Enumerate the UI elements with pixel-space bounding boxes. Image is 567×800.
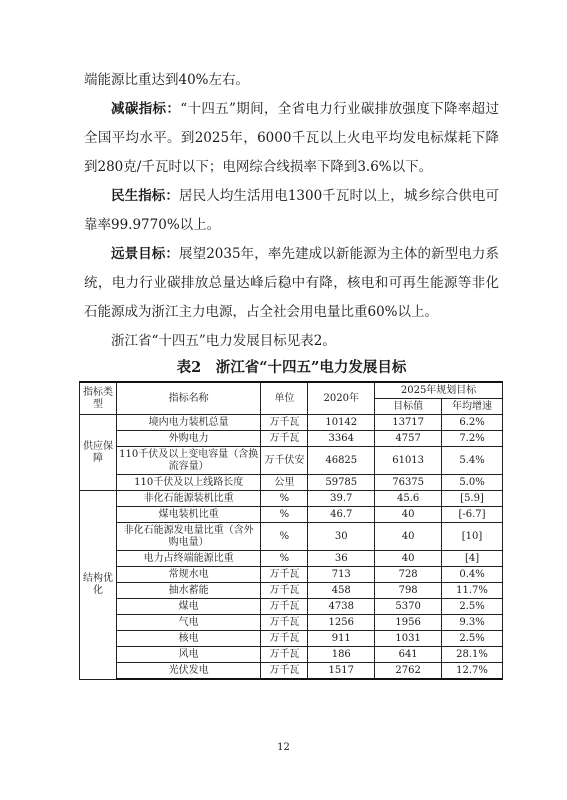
cell-unit: 万千瓦 — [261, 567, 308, 583]
cell-name: 非化石能源装机比重 — [116, 491, 261, 507]
cell-2020: 713 — [308, 567, 375, 583]
paragraph-carbon-reduction — [84, 95, 499, 182]
table-row — [80, 663, 503, 680]
cell-2020: 36 — [308, 551, 375, 567]
cell-target: 4757 — [375, 431, 442, 447]
cell-target: 5370 — [375, 599, 442, 615]
cell-growth: 2.5% — [442, 599, 503, 615]
cell-2020: 186 — [308, 647, 375, 663]
table-row — [80, 491, 503, 507]
cell-2020: 1256 — [308, 615, 375, 631]
page-number: 12 — [277, 742, 290, 753]
cell-target: 1031 — [375, 631, 442, 647]
cell-target: 40 — [375, 507, 442, 523]
header-name: 指标名称 — [116, 382, 261, 415]
paragraph-continuation: 端能源比重达到40%左右。 — [84, 72, 250, 88]
cell-unit: 万千瓦 — [261, 631, 308, 647]
long-term-text: 展望2035年，率先建成以新能源为主体的新型电力系统，电力行业碳排放总量达峰后稳中有降，核电和可再生能源等非化石能源成为浙江主力电源，占全社会用电量比重60%以上。 — [84, 246, 500, 320]
cell-unit: 万千瓦 — [261, 415, 308, 431]
cell-growth: 0.4% — [442, 567, 503, 583]
cell-name: 电力占终端能源比重 — [116, 551, 261, 567]
cell-unit: 万千瓦 — [261, 599, 308, 615]
table-row — [80, 431, 503, 447]
table-row — [80, 567, 503, 583]
cell-name: 110千伏及以上线路长度 — [116, 475, 261, 491]
cell-2020: 3364 — [308, 431, 375, 447]
cell-target: 798 — [375, 583, 442, 599]
cell-name: 外购电力 — [116, 431, 261, 447]
cell-unit: 公里 — [261, 475, 308, 491]
cell-2020: 1517 — [308, 663, 375, 680]
cell-unit: 万千瓦 — [261, 615, 308, 631]
cell-unit: 万千瓦 — [261, 431, 308, 447]
cell-unit: 万千瓦 — [261, 583, 308, 599]
cell-target: 2762 — [375, 663, 442, 680]
cell-name: 光伏发电 — [116, 663, 261, 680]
cell-growth: 2.5% — [442, 631, 503, 647]
table-row — [80, 447, 503, 475]
cell-target: 1956 — [375, 615, 442, 631]
table-row — [80, 507, 503, 523]
cell-2020: 911 — [308, 631, 375, 647]
cell-unit: 万千瓦 — [261, 647, 308, 663]
cell-growth: 11.7% — [442, 583, 503, 599]
header-2020: 2020年 — [308, 382, 375, 415]
header-growth: 年均增速 — [442, 399, 503, 415]
cell-2020: 30 — [308, 523, 375, 551]
cell-target: 61013 — [375, 447, 442, 475]
livelihood-label: 民生指标： — [111, 188, 180, 204]
livelihood-text: 居民人均生活用电1300千瓦时以上，城乡综合供电可靠率99.9770%以上。 — [84, 188, 500, 233]
cell-target: 728 — [375, 567, 442, 583]
cell-name: 气电 — [116, 615, 261, 631]
category-supply: 供应保障 — [80, 415, 117, 491]
cell-growth: 7.2% — [442, 431, 503, 447]
cell-growth: 28.1% — [442, 647, 503, 663]
cell-growth: [-6.7] — [442, 507, 503, 523]
paragraph-table-reference: 浙江省“十四五”电力发展目标见表2。 — [111, 333, 336, 349]
cell-growth: [5.9] — [442, 491, 503, 507]
table-row — [80, 647, 503, 663]
table-row — [80, 415, 503, 431]
header-category: 指标类型 — [80, 382, 117, 415]
cell-target: 76375 — [375, 475, 442, 491]
cell-2020: 59785 — [308, 475, 375, 491]
cell-name: 境内电力装机总量 — [116, 415, 261, 431]
cell-growth: 6.2% — [442, 415, 503, 431]
cell-name: 110千伏及以上变电容量（含换流容量） — [116, 447, 261, 475]
cell-2020: 46825 — [308, 447, 375, 475]
long-term-label: 远景目标： — [111, 246, 180, 262]
cell-name: 风电 — [116, 647, 261, 663]
cell-name: 常规水电 — [116, 567, 261, 583]
table-row — [80, 599, 503, 615]
cell-target: 40 — [375, 551, 442, 567]
cell-2020: 10142 — [308, 415, 375, 431]
cell-name: 煤电 — [116, 599, 261, 615]
cell-growth: 12.7% — [442, 663, 503, 680]
cell-name: 抽水蓄能 — [116, 583, 261, 599]
cell-name: 核电 — [116, 631, 261, 647]
header-unit: 单位 — [261, 382, 308, 415]
header-target: 目标值 — [375, 399, 442, 415]
cell-2020: 458 — [308, 583, 375, 599]
cell-2020: 39.7 — [308, 491, 375, 507]
cell-unit: % — [261, 507, 308, 523]
paragraph-livelihood — [84, 182, 499, 240]
cell-target: 40 — [375, 523, 442, 551]
cell-unit: % — [261, 551, 308, 567]
cell-2020: 46.7 — [308, 507, 375, 523]
cell-target: 641 — [375, 647, 442, 663]
cell-unit: % — [261, 523, 308, 551]
document-body — [84, 66, 499, 680]
cell-growth: 5.0% — [442, 475, 503, 491]
paragraph-long-term — [84, 240, 499, 327]
cell-growth: 5.4% — [442, 447, 503, 475]
targets-table — [79, 381, 503, 680]
cell-target: 45.6 — [375, 491, 442, 507]
table-row — [80, 475, 503, 491]
table-row — [80, 551, 503, 567]
table-row — [80, 615, 503, 631]
category-structure: 结构优化 — [80, 491, 117, 680]
cell-target: 13717 — [375, 415, 442, 431]
table-row — [80, 583, 503, 599]
cell-name: 非化石能源发电量比重（含外购电量） — [116, 523, 261, 551]
table-row — [80, 631, 503, 647]
carbon-reduction-text: “十四五”期间，全省电力行业碳排放强度下降率超过全国平均水平。到2025年，6000千瓦以上火电平均发电标煤耗下降到280克/千瓦时以下；电网综合线损率下降到3.6%以下。 — [84, 101, 499, 175]
cell-growth: [4] — [442, 551, 503, 567]
carbon-reduction-label: 减碳指标： — [111, 101, 181, 117]
table-caption: 表2 浙江省“十四五”电力发展目标 — [176, 359, 407, 376]
cell-2020: 4738 — [308, 599, 375, 615]
cell-growth: 9.3% — [442, 615, 503, 631]
cell-unit: % — [261, 491, 308, 507]
cell-unit: 万千瓦 — [261, 663, 308, 680]
table-header-row — [80, 382, 503, 399]
cell-unit: 万千伏安 — [261, 447, 308, 475]
header-plan-2025: 2025年规划目标 — [375, 382, 503, 399]
cell-name: 煤电装机比重 — [116, 507, 261, 523]
cell-growth: [10] — [442, 523, 503, 551]
table-row — [80, 523, 503, 551]
